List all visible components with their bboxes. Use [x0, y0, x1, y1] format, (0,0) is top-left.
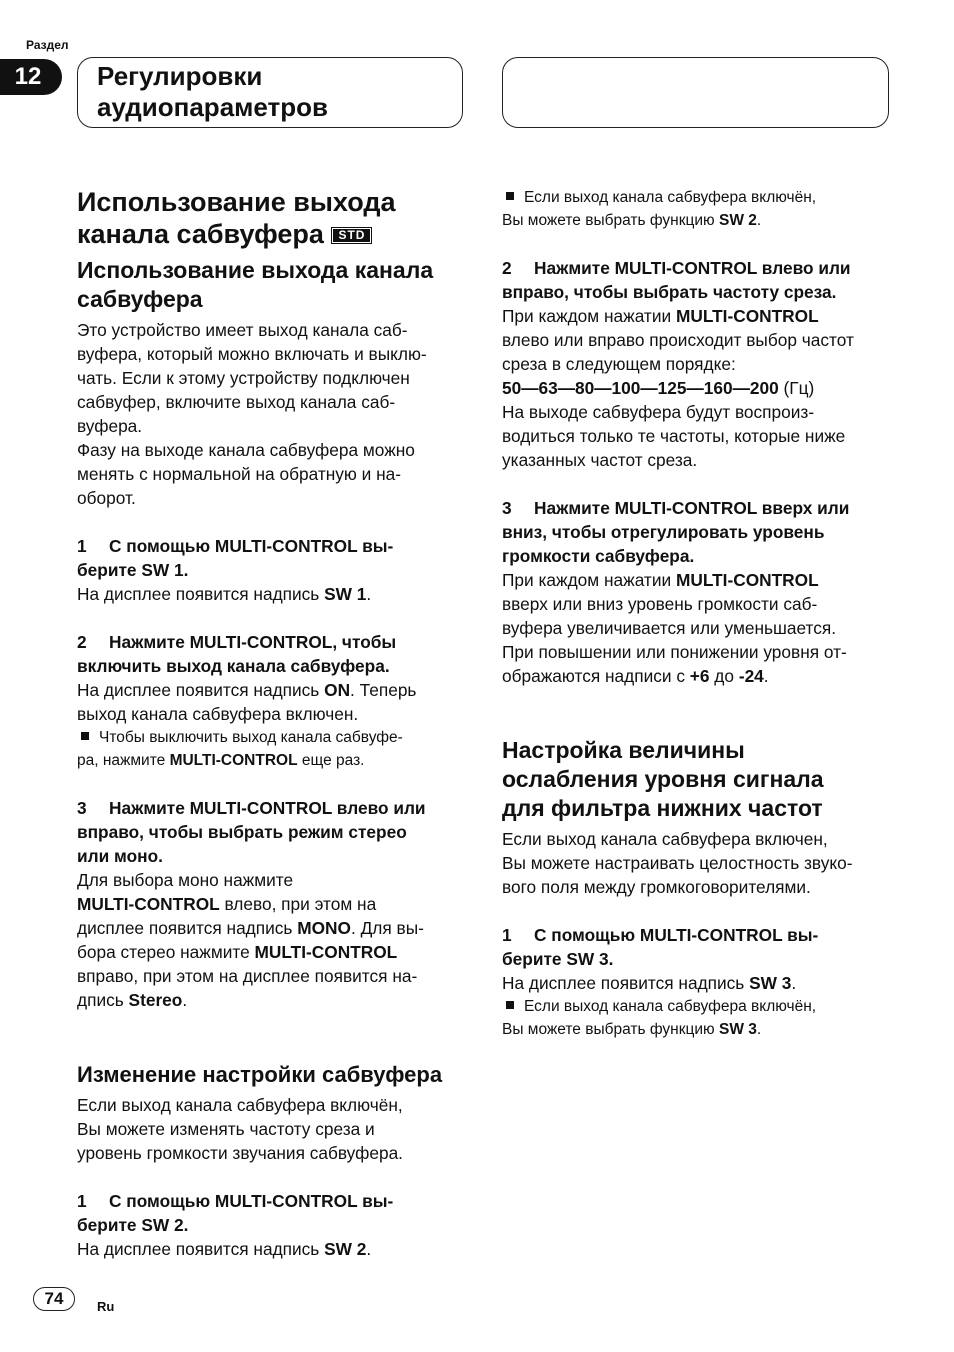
bullet-square-icon [506, 192, 514, 200]
lpf-intro-paragraph: Если выход канала сабвуфера включен, Вы можете настраивать целостность звуко- вого поля между громкоговорителями. [502, 829, 853, 897]
section-number-badge: 12 [0, 59, 62, 95]
page-title-line1: Регулировки [97, 61, 263, 91]
step-1-sw3: 1 С помощью MULTI-CONTROL вы- берите SW 3. На дисплее появится надпись SW 3. Если выход канала сабвуфера включён, Вы можете выбрать функцию SW 3. [502, 923, 894, 1041]
change-intro-paragraph: Если выход канала сабвуфера включён, Вы можете изменять частоту среза и уровень громкости звучания сабвуфера. [77, 1095, 403, 1163]
main-heading [77, 186, 469, 250]
page-title [97, 61, 457, 123]
page-title-line2: аудиопараметров [97, 92, 328, 122]
note-sw2: Если выход канала сабвуфера включён, [502, 186, 894, 209]
language-code: Ru [97, 1299, 115, 1314]
step-3-mono-stereo: 3 Нажмите MULTI-CONTROL влево или вправо, чтобы выбрать режим стерео или моно. Для выбора моно нажмите MULTI-CONTROL влево, при этом на дисплее появится надпись MONO. Для вы- бора стерео нажмите MULTI-CONTROL вправо, при этом на дисплее появится на- дпись Stereo. [77, 798, 426, 1010]
step-3-level: 3 Нажмите MULTI-CONTROL вверх или вниз, чтобы отрегулировать уровень громкости сабвуфера. При каждом нажатии MULTI-CONTROL вверх или вниз уровень громкости саб- вуфера увеличивается или уменьшается. При повышении или понижении уровня от- ображаются надписи с +6 до -24. [502, 498, 850, 686]
note-turn-off: Чтобы выключить выход канала сабвуфе- [77, 726, 469, 749]
step-2-cutoff: 2 Нажмите MULTI-CONTROL влево или вправо, чтобы выбрать частоту среза. При каждом нажатии MULTI-CONTROL влево или вправо происходит выбор частот среза в следующем порядке: 50—63—80—100—125—160—200 (Гц) На выходе сабвуфера будут воспроиз- водиться только те частоты, которые ниже указанных частот среза. [502, 256, 894, 472]
left-column [77, 186, 469, 1261]
main-heading-line1: Использование выхода [77, 187, 396, 217]
subheading-lpf-attenuation: Настройка величины ослабления уровня сигнала для фильтра нижних частот [502, 737, 824, 821]
right-column: Если выход канала сабвуфера включён, Вы можете выбрать функцию SW 2. 2 Нажмите MULTI-CONTROL влево или вправо, чтобы выбрать частоту среза. При каждом нажатии MULTI-CONTROL влево или вправо происходит выбор частот среза в следующем порядке: 50—63—80—100—125—160—200 (Гц) На выходе сабвуфера будут воспроиз- водиться только те частоты, которые ниже указанных частот среза. 3 Нажмите MULTI-CONTROL вверх или вниз, чтобы отрегулировать уровень громкости сабвуфера. При каждом нажатии MULTI-CONTROL вверх или вниз уровень громкости саб- вуфера увеличивается или уменьшается. При повышении или понижении уровня от- ображаются надписи с +6 до -24. Настройка величины ослабления уровня сигнала для фильтра нижних частот Если выход канала сабвуфера включен, Вы можете настраивать целостность звуко- вого поля между громкоговорителями. 1 С помощью MULTI-CONTROL вы- берите SW 3. На дисплее появится надпись SW 3. Если выход канала сабвуфера включён, Вы можете выбрать функцию SW 3. [502, 186, 894, 1041]
main-heading-line2: канала сабвуфера STD [77, 218, 469, 250]
subheading-subwoofer-output: Использование выхода канала сабвуфера [77, 257, 434, 312]
page-number: 74 [33, 1287, 75, 1311]
section-label: Раздел [26, 38, 69, 52]
note-sw3: Если выход канала сабвуфера включён, [502, 995, 894, 1018]
bullet-square-icon [81, 732, 89, 740]
std-badge: STD [331, 227, 372, 244]
bullet-square-icon [506, 1001, 514, 1009]
step-2-on: 2 Нажмите MULTI-CONTROL, чтобы включить выход канала сабвуфера. На дисплее появится надпись ON. Теперь выход канала сабвуфера включен. Чтобы выключить выход канала сабвуфе- ра, нажмите MULTI-CONTROL еще раз. [77, 630, 469, 772]
intro-paragraph: Это устройство имеет выход канала саб- вуфера, который можно включать и выклю- чать. Если к этому устройству подключен сабвуфер, включите выход канала саб- вуфера. Фазу на выходе канала сабвуфера можно менять с нормальной на обратную и на- оборот. [77, 320, 427, 508]
empty-header-frame [502, 57, 889, 128]
subheading-change-setting: Изменение настройки сабвуфера [77, 1062, 443, 1087]
step-1-sw2: 1 С помощью MULTI-CONTROL вы- берите SW 2. На дисплее появится надпись SW 2. [77, 1191, 394, 1259]
frequency-sequence: 50—63—80—100—125—160—200 (Гц) [502, 378, 815, 398]
step-1-sw1: 1 С помощью MULTI-CONTROL вы- берите SW 1. На дисплее появится надпись SW 1. [77, 536, 394, 604]
